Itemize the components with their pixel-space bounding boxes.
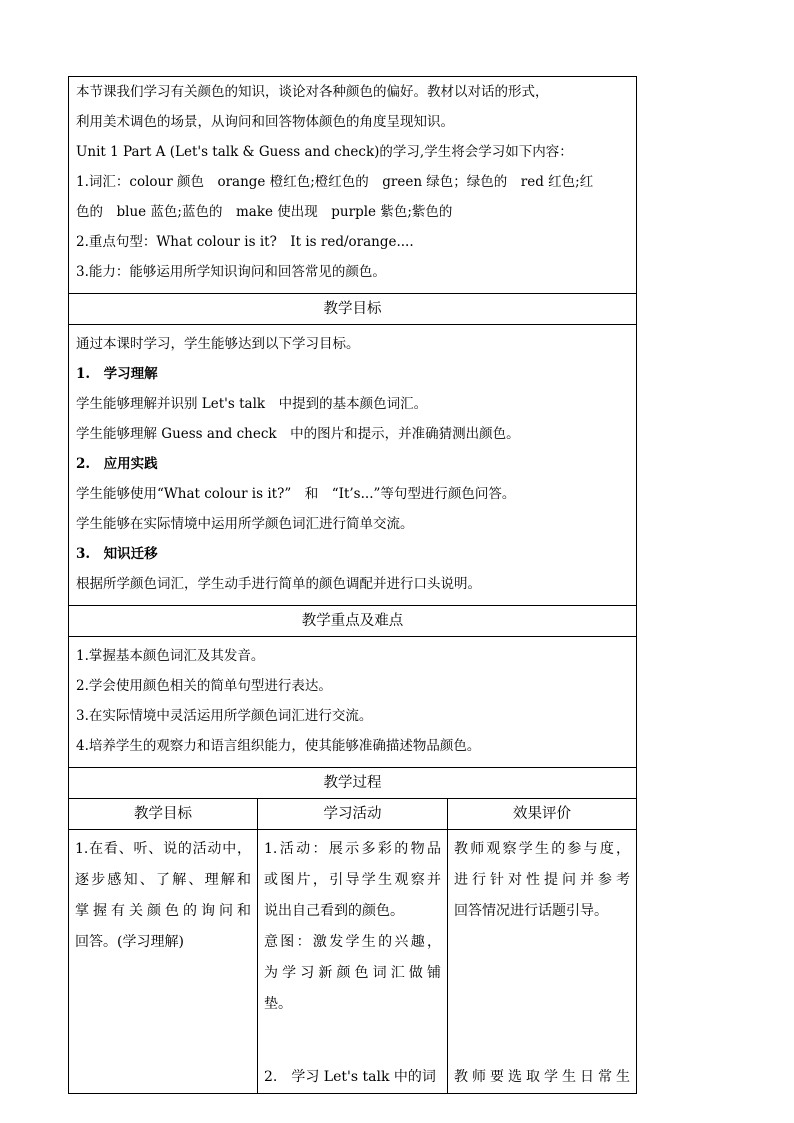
process-content-row (69, 830, 637, 1094)
intro-line: 3.能力：能够运用所学知识询问和回答常见的颜色。 (76, 264, 386, 280)
objectives-cell (69, 325, 637, 606)
cell-line: 1.在看、听、说的活动中， (75, 841, 251, 857)
column-header-objective: 教学目标 (69, 799, 258, 830)
cell-line: 掌握有关颜色的询问和 (75, 903, 251, 919)
intro-line: 2.重点句型：What colour is it? It is red/orange.... (76, 234, 414, 250)
lesson-plan-document (68, 76, 636, 1094)
intro-line: Unit 1 Part A (Let's talk & Guess and check)的学习,学生将会学习如下内容： (76, 144, 573, 160)
objective-line: 学生能够在实际情境中运用所学颜色词汇进行简单交流。 (76, 516, 414, 532)
column-header-evaluation: 效果评价 (448, 799, 637, 830)
objective-line: 学生能够使用“What colour is it?” 和 “It’s...”等句型进行颜色问答。 (76, 486, 516, 502)
column-header-activity: 学习活动 (258, 799, 448, 830)
keypoints-header-row (69, 606, 637, 637)
cell-line: 教师要选取学生日常生 (454, 1069, 631, 1085)
intro-cell (69, 77, 637, 294)
cell-line: 2. 学习 Let's talk 中的词 (264, 1069, 436, 1085)
keypoint-line: 4.培养学生的观察力和语言组织能力，使其能够准确描述物品颜色。 (76, 738, 481, 754)
keypoints-row (69, 637, 637, 768)
cell-line: 说出自己看到的颜色。 (264, 903, 404, 919)
lesson-plan-table (68, 76, 637, 1094)
intro-line: 本节课我们学习有关颜色的知识，谈论对各种颜色的偏好。教材以对话的形式， (76, 84, 549, 100)
intro-line: 1.词汇：colour 颜色 orange 橙红色;橙红色的 green 绿色；绿色的 red 红色;红 (76, 174, 594, 190)
intro-row (69, 77, 637, 294)
section-header-keypoints: 教学重点及难点 (69, 606, 637, 637)
evaluation-cell (448, 830, 637, 1094)
process-columns-row (69, 799, 637, 830)
cell-line: 回答。(学习理解) (75, 934, 184, 950)
intro-line: 利用美术调色的场景，从询问和回答物体颜色的角度呈现知识。 (76, 114, 454, 130)
keypoint-line: 2.学会使用颜色相关的简单句型进行表达。 (76, 678, 332, 694)
cell-line: 逐步感知、了解、理解和 (75, 872, 251, 888)
cell-line: 进行针对性提问并参考 (454, 872, 631, 888)
objectives-header-row (69, 294, 637, 325)
objective-heading: 2. 应用实践 (76, 456, 158, 472)
cell-line: 教师观察学生的参与度， (454, 841, 631, 857)
cell-line: 或图片，引导学生观察并 (264, 872, 441, 888)
intro-line: 色的 blue 蓝色;蓝色的 make 使出现 purple 紫色;紫色的 (76, 204, 453, 220)
cell-line: 垫。 (264, 996, 292, 1012)
objective-cell (69, 830, 258, 1094)
section-header-objectives: 教学目标 (69, 294, 637, 325)
objective-heading: 1. 学习理解 (76, 366, 158, 382)
cell-line: 1.活动：展示多彩的物品 (264, 841, 441, 857)
objective-line: 学生能够理解 Guess and check 中的图片和提示，并准确猜测出颜色。 (76, 426, 520, 442)
objective-line: 通过本课时学习，学生能够达到以下学习目标。 (76, 336, 360, 352)
cell-line: 为学习新颜色词汇做铺 (264, 965, 441, 981)
process-header-row (69, 768, 637, 799)
objectives-row (69, 325, 637, 606)
objective-heading: 3. 知识迁移 (76, 546, 158, 562)
keypoints-cell (69, 637, 637, 768)
cell-line: 回答情况进行话题引导。 (454, 903, 608, 919)
objective-line: 学生能够理解并识别 Let's talk 中提到的基本颜色词汇。 (76, 396, 428, 412)
objective-line: 根据所学颜色词汇，学生动手进行简单的颜色调配并进行口头说明。 (76, 576, 481, 592)
cell-line: 意图：激发学生的兴趣， (264, 934, 441, 950)
keypoint-line: 3.在实际情境中灵活运用所学颜色词汇进行交流。 (76, 708, 373, 724)
activity-cell (258, 830, 448, 1094)
section-header-process: 教学过程 (69, 768, 637, 799)
keypoint-line: 1.掌握基本颜色词汇及其发音。 (76, 648, 265, 664)
